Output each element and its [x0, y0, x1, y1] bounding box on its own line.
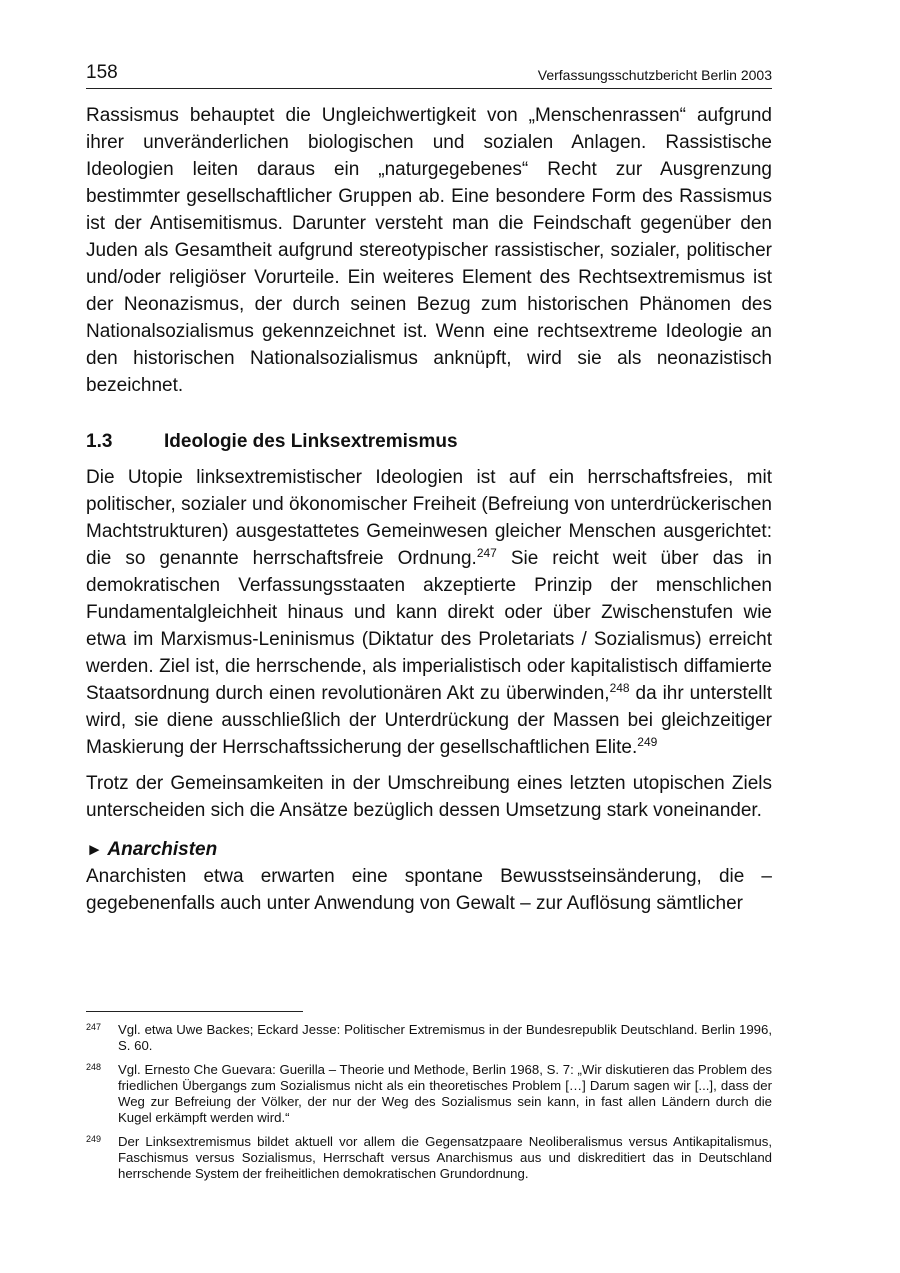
section-number: 1.3: [86, 431, 113, 452]
footnote-text: Vgl. etwa Uwe Backes; Eckard Jesse: Politischer Extremismus in der Bundesrepublik Deutschland. Berlin 1996, S. 60.: [118, 1022, 772, 1053]
footnotes: [86, 1022, 772, 1190]
intro-paragraph: Rassismus behauptet die Ungleichwertigkeit von „Menschenrassen“ aufgrund ihrer unveränderlichen biologischen und sozialen Anlagen. Rassistische Ideologien leiten daraus ein „naturgegebenes“ Recht zur Ausgrenzung bestimmter gesellschaftlicher Gruppen ab. Eine besondere Form des Rassismus ist der Antisemitismus. Darunter versteht man die Feindschaft gegenüber den Juden als Gesamtheit aufgrund stereotypischer rassistischer, sozialer, politischer und/oder religiöser Vorurteile. Ein weiteres Element des Rechtsextremismus ist der Neonazismus, der durch seinen Bezug zum historischen Phänomen des Nationalsozialismus gekennzeichnet ist. Wenn eine rechtsextreme Ideologie an den historischen Nationalsozialismus anknüpft, wird sie als neonazistisch bezeichnet.: [86, 105, 772, 396]
footnote-number: 248: [86, 1062, 102, 1072]
subheading-anarchisten: [86, 836, 772, 863]
footnote-number: 249: [86, 1134, 102, 1144]
footnote-ref-248[interactable]: 248: [609, 681, 630, 695]
section-paragraph-part3: da ihr unterstellt wird, sie diene ausschließlich der Unterdrückung der Massen bei gleichzeitiger Maskierung der Herrschaftssicherung der gesellschaftlichen Elite.: [86, 683, 772, 758]
footnote-248: [86, 1062, 772, 1126]
footnote-249: [86, 1134, 772, 1182]
footnote-divider: [86, 1011, 303, 1012]
section-paragraph-part1: Die Utopie linksextremistischer Ideologien ist auf ein herrschaftsfreies, mit politischer, sozialer und ökonomischer Freiheit (Befreiung von unterdrückerischen Machtstrukturen) ausgestattetes Gemeinwesen gleicher Menschen ausgerichtet: die so genannte herrschaftsfreie Ordnung.: [86, 467, 772, 569]
page-header: [86, 60, 772, 89]
subheading-title: Anarchisten: [107, 839, 218, 860]
section-paragraph-part2: Sie reicht weit über das in demokratischen Verfassungsstaaten akzeptierte Prinzip der menschlichen Fundamentalgleichheit hinaus und kann direkt oder über Zwischenstufen wie etwa im Marxismus-Leninismus (Diktatur des Proletariats / Sozialismus) erreicht werden. Ziel ist, die herrschende, als imperialistisch oder kapitalistisch diffamierte Staatsordnung durch einen revolutionären Akt zu überwinden,: [86, 548, 772, 704]
running-title: Verfassungsschutzbericht Berlin 2003: [537, 67, 772, 83]
body-text: [86, 102, 772, 917]
second-paragraph: Trotz der Gemeinsamkeiten in der Umschreibung eines letzten utopischen Ziels unterscheiden sich die Ansätze bezüglich dessen Umsetzung stark voneinander.: [86, 773, 772, 821]
section-paragraph: [86, 464, 772, 761]
anarchists-paragraph: Anarchisten etwa erwarten eine spontane Bewusstseinsänderung, die – gegebenenfalls auch unter Anwendung von Gewalt – zur Auflösung sämtlicher: [86, 866, 772, 914]
page-number: 158: [86, 62, 118, 83]
footnote-ref-247[interactable]: 247: [476, 546, 497, 560]
footnote-number: 247: [86, 1022, 102, 1032]
footnote-247: [86, 1022, 772, 1054]
footnote-text: Der Linksextremismus bildet aktuell vor allem die Gegensatzpaare Neoliberalismus versus Antikapitalismus, Faschismus versus Sozialismus, Herrschaft versus Anarchismus aus und diskreditiert das in Deutschland herrschende System der freiheitlichen demokratischen Grundordnung.: [118, 1134, 772, 1181]
section-heading: [86, 428, 772, 455]
triangle-bullet-icon: ►: [86, 840, 103, 859]
footnote-ref-249[interactable]: 249: [637, 735, 658, 749]
footnote-text: Vgl. Ernesto Che Guevara: Guerilla – Theorie und Methode, Berlin 1968, S. 7: „Wir diskutieren das Problem des friedlichen Übergangs zum Sozialismus nicht als ein theoretisches Problem […] Darum sagen wir [...], dass der Weg zur Befreiung der Völker, der nur der Weg des Sozialismus sein kann, in fast allen Ländern durch die Kugel erkämpft werden wird.“: [118, 1062, 772, 1125]
section-title: Ideologie des Linksextremismus: [164, 431, 458, 452]
